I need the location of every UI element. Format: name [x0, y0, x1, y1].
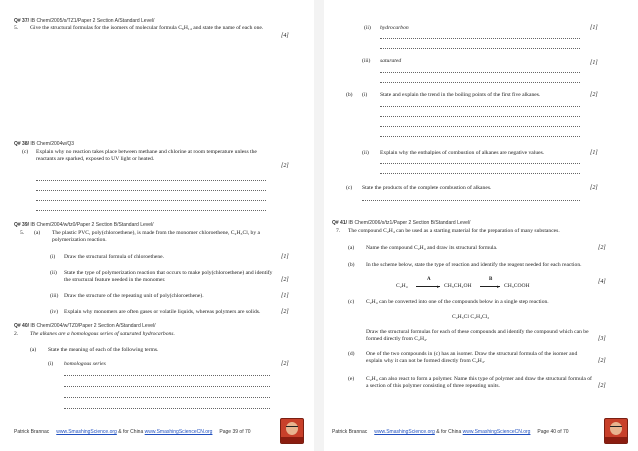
q41-c-text: C₂H₄ can be converted into one of the compounds below in a single step reaction.	[366, 299, 549, 305]
q40-c-label: (c)	[346, 185, 353, 191]
scheme-compound: C₂H₄	[396, 283, 408, 289]
q41-c-compounds: C₂H₅Cl C₂H₄Cl₂	[452, 314, 490, 320]
q40-bii-text: Explain why the enthalpies of combustion of alkanes are negative values.	[380, 150, 545, 156]
q41-c-text2: Draw the structural formulas for each of these compounds and identify the compound which can be formed directly from C₂H₄.	[366, 329, 589, 342]
answer-line	[380, 173, 580, 174]
q39-part: (a)	[34, 230, 41, 236]
q39-item-marks: [2]	[281, 309, 289, 315]
q38-marks: [2]	[281, 163, 289, 169]
page-39	[0, 0, 314, 451]
q39-number: 5.	[20, 230, 25, 236]
q39-header: Q# 39/ IB Chem/2004/w/tz0/Paper 2 Section B/Standard Level/	[14, 222, 154, 228]
answer-line	[36, 210, 266, 211]
q40-ii-text: hydrocarbon	[380, 25, 409, 31]
q40-iii-marks: [1]	[590, 60, 598, 66]
q39-intro: The plastic PVC, poly(chloroethene), is made from the monomer chloroethene, C₂H₃Cl, by a polymerization reaction.	[52, 230, 261, 243]
page-number: Page 39 of 70	[219, 429, 251, 435]
q41-a-text: Name the compound C₂H₄ and draw its structural formula.	[366, 245, 498, 251]
q41-d-marks: [2]	[598, 358, 606, 364]
q41-e-label: (e)	[348, 376, 355, 382]
q40-bi-label: (i)	[362, 92, 368, 98]
answer-line	[36, 200, 266, 201]
q40-iii-label: (iii)	[362, 58, 371, 64]
answer-line	[64, 386, 270, 387]
answer-line	[64, 375, 270, 376]
author-avatar-logo	[280, 418, 304, 444]
answer-line	[380, 163, 580, 164]
footer-author: Patrick Brannac	[332, 429, 368, 435]
q41-header: Q# 41/ IB Chem/2006/s/tz1/Paper 2 Section B/Standard Level/	[332, 220, 471, 226]
q39-item-label: (iii)	[50, 293, 59, 299]
q40-number: 2.	[14, 331, 19, 337]
q41-e-text: C₂H₄ can also react to form a polymer. Name this type of polymer and draw the structural formula of a section of this polymer consisting of three repeating units.	[366, 376, 592, 389]
q40-b-label: (b)	[346, 92, 353, 98]
q38-header: Q# 38/ IB Chem/2004w/Q3	[14, 141, 75, 147]
q40-iii-text: saturated	[380, 58, 402, 64]
arrow-head-icon: ▸	[497, 284, 500, 290]
footer-link-cn[interactable]: www.SmashingScienceCN.org	[462, 429, 531, 435]
q40-part: (a)	[30, 347, 37, 353]
answer-line	[380, 116, 580, 117]
answer-line	[380, 38, 580, 39]
answer-line	[380, 106, 580, 107]
q39-item-label: (i)	[50, 254, 56, 260]
q41-b-marks: [4]	[598, 279, 606, 285]
q40-ii-marks: [1]	[590, 25, 598, 31]
answer-line	[64, 408, 270, 409]
q41-a-marks: [2]	[598, 245, 606, 251]
q41-b-text: In the scheme below, state the type of reaction and identify the reagent needed for each reaction.	[366, 262, 582, 268]
footer: Patrick Brannac www.SmashingScience.org & for China www.SmashingScienceCN.org Page 40 of 70	[332, 429, 569, 435]
answer-line	[36, 180, 266, 181]
q39-item-label: (ii)	[50, 270, 57, 276]
q41-intro: The compound C₂H₄ can be used as a starting material for the preparation of many substances.	[348, 228, 560, 234]
q41-c-marks: [3]	[598, 336, 606, 342]
q41-a-label: (a)	[348, 245, 355, 251]
q39-item-text: Explain why monomers are often gases or volatile liquids, whereas polymers are solids.	[64, 309, 261, 315]
q39-item-text: Draw the structural formula of chloroethene.	[64, 254, 165, 260]
q40-marks: [2]	[281, 361, 289, 367]
answer-line	[36, 190, 266, 191]
q39-item-marks: [2]	[281, 277, 289, 283]
answer-line	[380, 126, 580, 127]
q41-c-label: (c)	[348, 299, 355, 305]
scheme-label-a: A	[427, 277, 431, 282]
q41-e-marks: [2]	[598, 383, 606, 389]
q40-c-text: State the products of the complete combustion of alkanes.	[362, 185, 492, 191]
q41-d-label: (d)	[348, 351, 355, 357]
q37-number: 5.	[14, 25, 19, 31]
q40-part-text: State the meaning of each of the following terms.	[48, 347, 159, 353]
q37-marks: [4]	[281, 33, 289, 39]
scheme-label-b: B	[489, 277, 493, 282]
footer-link-cn[interactable]: www.SmashingScienceCN.org	[144, 429, 213, 435]
q40-bii-label: (ii)	[362, 150, 369, 156]
q38-text: Explain why no reaction takes place between methane and chlorine at room temperature unless the reactants are sparked, exposed to UV light or heated.	[36, 149, 257, 162]
footer-link-org[interactable]: www.SmashingScience.org	[374, 429, 435, 435]
q39-item-text: State the type of polymerization reaction that occurs to make poly(chloroethene) and identify the structural feature needed in the monomer.	[64, 270, 273, 283]
q40-sub-text: homologous series	[64, 361, 106, 367]
answer-line	[380, 48, 580, 49]
q39-item-marks: [1]	[281, 254, 289, 260]
answer-line	[380, 136, 580, 137]
footer: Patrick Brannac www.SmashingScience.org & for China www.SmashingScienceCN.org Page 39 of 70	[14, 429, 251, 435]
q40-sub-label: (i)	[48, 361, 54, 367]
q40-bi-text: State and explain the trend in the boiling points of the first five alkanes.	[380, 92, 541, 98]
scheme-compound: CH₃COOH	[504, 283, 530, 289]
q40-bi-marks: [2]	[590, 92, 598, 98]
q40-header: Q# 40/ IB Chem/2004/w/TZ0/Paper 2 Section A/Standard Level/	[14, 323, 156, 329]
q39-item-text: Draw the structure of the repeating unit of poly(chloroethene).	[64, 293, 204, 299]
scheme-compound: CH₃CH₂OH	[444, 283, 472, 289]
page-40	[324, 0, 638, 451]
footer-author: Patrick Brannac	[14, 429, 50, 435]
q39-item-marks: [1]	[281, 293, 289, 299]
footer-link-org[interactable]: www.SmashingScience.org	[56, 429, 117, 435]
page-gutter	[314, 0, 324, 451]
q40-ii-label: (ii)	[364, 25, 371, 31]
author-avatar-logo	[604, 418, 628, 444]
page-number: Page 40 of 70	[537, 429, 569, 435]
q41-d-text: One of the two compounds in (c) has an isomer. Draw the structural formula of the isomer and explain why it can not be formed directly from C₂H₄.	[366, 351, 578, 364]
answer-line	[380, 82, 580, 83]
q41-b-label: (b)	[348, 262, 355, 268]
q40-c-marks: [2]	[590, 185, 598, 191]
answer-line	[380, 72, 580, 73]
q40-bii-marks: [1]	[590, 150, 598, 156]
q37-header: Q# 37/ IB Chem/2005/s/TZ1/Paper 2 Section A/Standard Level/	[14, 18, 155, 24]
q39-item-label: (iv)	[50, 309, 59, 315]
q38-part: (c)	[22, 149, 29, 155]
answer-line	[64, 397, 270, 398]
q41-number: 7.	[336, 228, 341, 234]
answer-line	[362, 200, 580, 201]
q37-text: Give the structural formulas for the isomers of molecular formula C₆H₁₄ and state the name of each one.	[30, 25, 264, 31]
arrow-head-icon: ▸	[437, 284, 440, 290]
q40-intro: The alkanes are a homologous series of saturated hydrocarbons.	[30, 331, 175, 337]
